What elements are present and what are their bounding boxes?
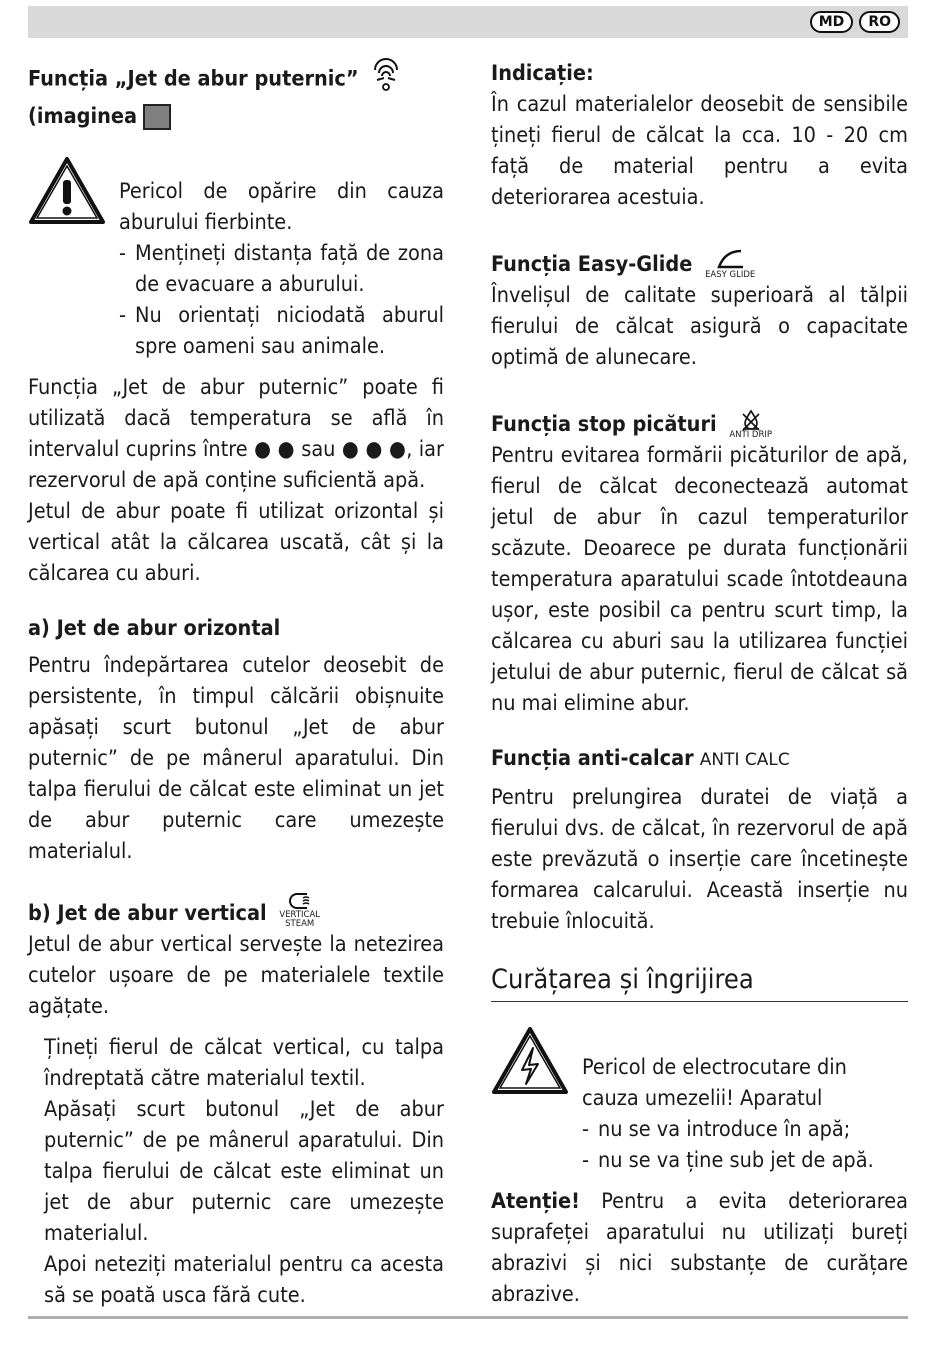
- vertical-steam-steps: [44, 1032, 444, 1311]
- scald-warning: [28, 156, 444, 362]
- anti-calc-label: ANTI CALC: [699, 750, 790, 770]
- left-column: [28, 58, 444, 1311]
- jet-heading-line1: Funcția „Jet de abur puternic”: [28, 66, 359, 92]
- step-item: Țineți fierul de călcat vertical, cu talpa îndreptată către materialul textil.: [44, 1035, 444, 1091]
- jet-heading-line2-row: [28, 101, 444, 132]
- list-item: - nu se va introduce în apă;: [582, 1114, 908, 1145]
- anti-drip-caption: ANTI DRIP: [729, 430, 773, 440]
- attention-text: Pentru a evita deteriorarea suprafeței aparatului nu utilizați bureți abrazivi și nici substanțe de curățare abrazive.: [491, 1189, 908, 1307]
- jet-heading: [28, 58, 444, 101]
- anti-calc-heading-text: Funcția anti-calcar: [491, 746, 694, 771]
- grey-square-icon: [143, 104, 171, 130]
- easy-glide-heading: [491, 249, 908, 280]
- footer-divider: [28, 1316, 908, 1319]
- vertical-steam-caption-1: VERTICAL: [279, 910, 321, 920]
- or-word: sau: [301, 437, 336, 462]
- note-text: În cazul materialelor deosebit de sensibile țineți fierul de călcat la cca. 10 - 20 cm față de material pentru a evita deteriorarea acestuia.: [491, 92, 908, 210]
- anti-calc-heading: [491, 743, 908, 776]
- step-item: Apoi neteziți materialul pentru ca acesta să se poată usca fără cute.: [44, 1252, 444, 1308]
- temperature-paragraph-end: , iar rezervorul de apă conține suficientă apă.: [28, 437, 444, 493]
- temperature-paragraph: [28, 372, 444, 496]
- easy-glide-icon: [705, 249, 755, 280]
- anti-calc-text: Pentru prelungirea duratei de viață a fierului dvs. de călcat, în rezervorul de apă este prevăzută o inserție care încetinește formarea calcarului. Această inserție nu trebuie înlocuită.: [491, 785, 908, 934]
- vertical-steam-heading-text: b) Jet de abur vertical: [28, 901, 267, 926]
- horizontal-steam-heading: a) Jet de abur orizontal: [28, 616, 281, 641]
- list-item: - Nu orientați niciodată aburul spre oameni sau animale.: [119, 300, 444, 362]
- easy-glide-text: Învelișul de calitate superioară al tălpii fierului de călcat asigură o capacitate optimă de alunecare.: [491, 283, 908, 370]
- language-badge-ro: RO: [859, 11, 900, 33]
- note-heading: Indicație:: [491, 61, 594, 86]
- language-badge-md: MD: [810, 11, 854, 33]
- attention-label: Atenție!: [491, 1189, 580, 1214]
- two-dot-setting-icon: ● ●: [254, 437, 295, 462]
- list-item: - Mențineți distanța față de zona de evacuare a aburului.: [119, 238, 444, 300]
- usage-paragraph: Jetul de abur poate fi utilizat orizontal și vertical atât la călcarea uscată, cât și la călcarea cu aburi.: [28, 499, 444, 586]
- three-dot-setting-icon: ● ● ●: [341, 437, 407, 462]
- horizontal-steam-text: Pentru îndepărtarea cutelor deosebit de persistente, în timpul călcării obișnuite apăsați scurt butonul „Jet de abur puternic” de pe mânerul aparatului. Din talpa fierului de călcat este eliminat un jet de abur puternic care umezește materialul.: [28, 653, 444, 864]
- jet-heading-line2: (imaginea: [28, 104, 138, 129]
- step-item: Apăsați scurt butonul „Jet de abur puternic” de pe mânerul aparatului. Din talpa fierului de călcat este eliminat un jet de abur puternic care umezește materialul.: [44, 1097, 444, 1246]
- electric-warning-list: [582, 1114, 908, 1176]
- temperature-paragraph-start: Funcția „Jet de abur puternic” poate fi utilizată dacă temperatura se află în intervalul cuprins între: [28, 375, 444, 462]
- vertical-steam-heading: [28, 891, 444, 929]
- language-badges: [810, 11, 900, 33]
- anti-drip-heading: [491, 409, 908, 440]
- anti-drip-icon: [729, 409, 772, 440]
- electric-hazard-icon: [491, 1026, 569, 1105]
- scald-warning-list: [119, 238, 444, 362]
- page-header-bar: [28, 6, 908, 38]
- vertical-steam-caption-2: STEAM: [285, 919, 315, 929]
- vertical-steam-icon: [279, 891, 320, 929]
- warning-triangle-icon: [28, 156, 106, 235]
- easy-glide-heading-text: Funcția Easy-Glide: [491, 252, 693, 277]
- attention-paragraph: [491, 1186, 908, 1310]
- right-column: [491, 58, 908, 1310]
- anti-drip-heading-text: Funcția stop picături: [491, 412, 717, 437]
- electric-warning-text: Pericol de electrocutare din cauza umezelii! Aparatul: [582, 1055, 847, 1111]
- list-item: - nu se va ține sub jet de apă.: [582, 1145, 908, 1176]
- cleaning-section-title: Curățarea și îngrijirea: [491, 961, 908, 1002]
- easy-glide-caption: EASY GLIDE: [705, 270, 756, 280]
- scald-warning-text: Pericol de opărire din cauza aburului fierbinte.: [119, 179, 444, 235]
- electric-warning: [491, 1026, 908, 1176]
- vertical-steam-text: Jetul de abur vertical servește la netezirea cutelor ușoare de pe materialele textile agățate.: [28, 932, 444, 1019]
- steam-burst-icon: [371, 58, 401, 101]
- anti-drip-text: Pentru evitarea formării picăturilor de apă, fierul de călcat deconectează automat jetul de abur în cazul temperaturilor scăzute. Deoarece pe durata funcționării temperatura aparatului scade întotdeauna ușor, este posibil ca pentru scurt timp, la călcarea cu aburi sau la utilizarea funcției jetului de abur puternic, fierul de călcat să nu mai elimine abur.: [491, 443, 908, 716]
